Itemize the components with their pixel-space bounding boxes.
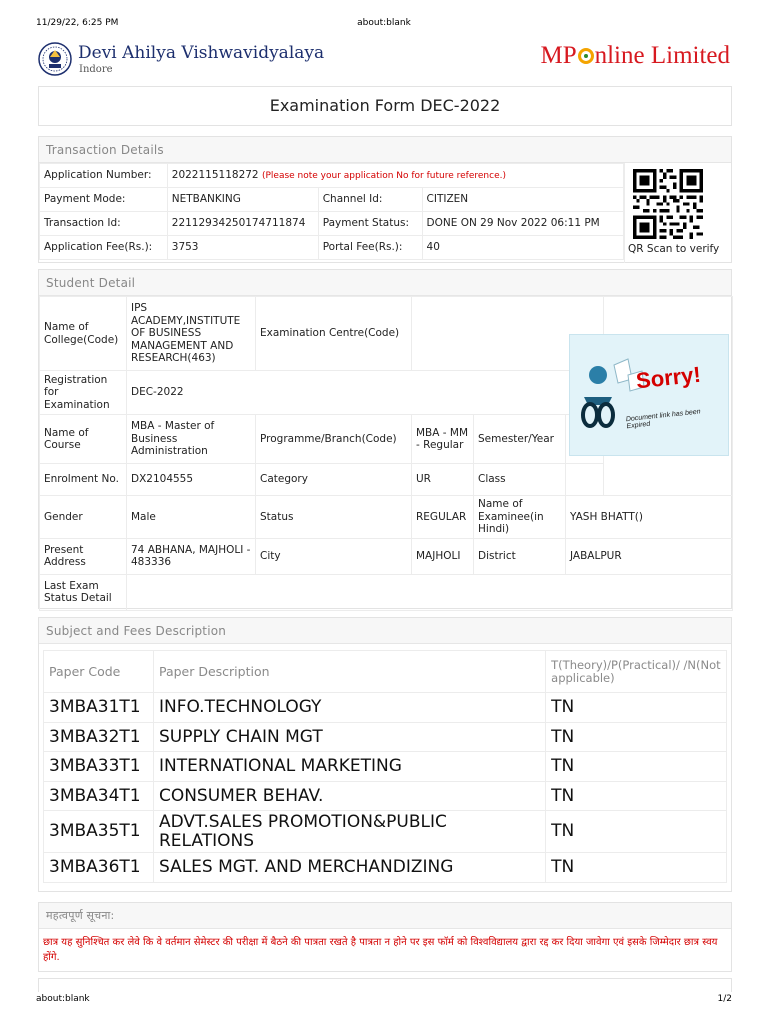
- print-timestamp: 11/29/22, 6:25 PM: [36, 18, 119, 28]
- university-city: Indore: [79, 64, 113, 75]
- field-label: Name of Examinee(in Hindi): [474, 496, 566, 539]
- payment-status: DONE ON 29 Nov 2022 06:11 PM: [422, 212, 623, 236]
- course: MBA - Master of Business Administration: [127, 415, 256, 464]
- application-number: 2022115118272: [171, 168, 259, 181]
- print-url: about:blank: [36, 994, 90, 1004]
- photo-sorry-text: Sorry!: [634, 361, 702, 394]
- field-label: Programme/Branch(Code): [256, 415, 412, 464]
- field-label: Payment Status:: [318, 212, 422, 236]
- university-name: Devi Ahilya Vishwavidyalaya: [78, 43, 325, 63]
- logo-header: [36, 40, 732, 80]
- college: IPS ACADEMY,INSTITUTE OF BUSINESS MANAGEMENT AND RESEARCH(463): [127, 297, 256, 371]
- field-label: District: [474, 538, 566, 574]
- last-exam: [127, 574, 733, 610]
- status: REGULAR: [412, 496, 474, 539]
- field-label: Status: [256, 496, 412, 539]
- table-row: [40, 188, 624, 212]
- portal-fee: 40: [422, 236, 623, 260]
- section-title: Subject and Fees Description: [39, 618, 731, 644]
- field-label: Application Number:: [40, 164, 168, 188]
- mponline-logo-prefix: MP: [540, 42, 577, 69]
- paper-type: TN: [546, 693, 727, 723]
- student-photo: [569, 334, 729, 456]
- application-fee: 3753: [167, 236, 318, 260]
- field-label: Transaction Id:: [40, 212, 168, 236]
- paper-code: 3MBA32T1: [44, 722, 154, 752]
- enrolment: DX2104555: [127, 464, 256, 496]
- registration: DEC-2022: [127, 371, 604, 415]
- table-row: [44, 811, 727, 853]
- notice-title: महत्वपूर्ण सूचना:: [39, 903, 731, 929]
- mponline-logo-suffix: nline Limited: [594, 42, 730, 69]
- paper-type: TN: [546, 781, 727, 811]
- mponline-logo: [540, 42, 730, 70]
- paper-code: 3MBA33T1: [44, 752, 154, 782]
- class: [566, 464, 604, 496]
- table-row: [44, 693, 727, 723]
- application-number-cell: [167, 164, 623, 188]
- print-page-title: about:blank: [357, 18, 411, 28]
- paper-code: 3MBA34T1: [44, 781, 154, 811]
- notice-text: छात्र यह सुनिश्चित कर लेवे कि वे वर्तमान सेमेस्टर की परीक्षा में बैठने की पात्रता रखते है पात्रता न होने पर इस फॉर्म को विश्वविद्यालय द्वारा रद्द कर दिया जावेगा एवं इसके जिम्मेदार छात्र स्वय होंगे.: [43, 937, 718, 963]
- paper-description: ADVT.SALES PROMOTION&PUBLIC RELATIONS: [153, 811, 545, 853]
- table-row: [40, 164, 624, 188]
- table-row: [40, 574, 733, 610]
- paper-description: INFO.TECHNOLOGY: [153, 693, 545, 723]
- form-title: Examination Form DEC-2022: [38, 86, 732, 126]
- important-notice-section: [38, 902, 732, 972]
- field-label: Payment Mode:: [40, 188, 168, 212]
- column-header: Paper Description: [153, 651, 545, 693]
- table-row: [44, 722, 727, 752]
- field-label: Channel Id:: [318, 188, 422, 212]
- paper-type: TN: [546, 722, 727, 752]
- qr-cell: [624, 163, 732, 263]
- field-label: Category: [256, 464, 412, 496]
- paper-type: TN: [546, 811, 727, 853]
- field-label: Name of Course: [40, 415, 127, 464]
- hindi-name: YASH BHATT(): [566, 496, 733, 539]
- table-row: [44, 752, 727, 782]
- qr-code-icon[interactable]: [633, 169, 703, 239]
- paper-code: 3MBA31T1: [44, 693, 154, 723]
- section-title: Student Detail: [39, 270, 731, 296]
- university-seal-icon: [38, 42, 72, 76]
- field-label: City: [256, 538, 412, 574]
- table-row: [40, 212, 624, 236]
- table-row: [44, 781, 727, 811]
- expired-document-icon: [570, 335, 729, 456]
- paper-type: TN: [546, 752, 727, 782]
- paper-type: TN: [546, 853, 727, 883]
- table-row: [40, 236, 624, 260]
- subjects-table: [43, 650, 727, 883]
- print-page-number: 1/2: [717, 994, 732, 1004]
- table-row: [44, 853, 727, 883]
- photo-subtext: Document link has been Expired: [625, 408, 701, 431]
- table-header-row: [44, 651, 727, 693]
- column-header: Paper Code: [44, 651, 154, 693]
- field-label: Name of College(Code): [40, 297, 127, 371]
- subject-fees-section: [38, 617, 732, 892]
- field-label: Present Address: [40, 538, 127, 574]
- field-label: Gender: [40, 496, 127, 539]
- table-row: [40, 538, 733, 574]
- address: 74 ABHANA, MAJHOLI - 483336: [127, 538, 256, 574]
- paper-code: 3MBA36T1: [44, 853, 154, 883]
- transaction-table: [39, 163, 624, 260]
- paper-description: CONSUMER BEHAV.: [153, 781, 545, 811]
- transaction-id: 22112934250174711874: [167, 212, 318, 236]
- field-label: Application Fee(Rs.):: [40, 236, 168, 260]
- next-section-stub: [38, 978, 732, 992]
- channel-id: CITIZEN: [422, 188, 623, 212]
- transaction-details-section: [38, 136, 732, 263]
- paper-description: INTERNATIONAL MARKETING: [153, 752, 545, 782]
- field-label: Semester/Year: [474, 415, 566, 464]
- field-label: Portal Fee(Rs.):: [318, 236, 422, 260]
- paper-description: SALES MGT. AND MERCHANDIZING: [153, 853, 545, 883]
- section-title: Transaction Details: [39, 137, 731, 163]
- payment-mode: NETBANKING: [167, 188, 318, 212]
- application-note: (Please note your application No for future reference.): [261, 170, 506, 181]
- field-label: Enrolment No.: [40, 464, 127, 496]
- field-label: Examination Centre(Code): [256, 297, 412, 371]
- qr-label: QR Scan to verify: [628, 243, 720, 255]
- field-label: Registration for Examination: [40, 371, 127, 415]
- gender: Male: [127, 496, 256, 539]
- mponline-o-icon: [578, 48, 594, 64]
- paper-code: 3MBA35T1: [44, 811, 154, 853]
- column-header: T(Theory)/P(Practical)/ /N(Not applicable): [546, 651, 727, 693]
- table-row: [40, 496, 733, 539]
- paper-description: SUPPLY CHAIN MGT: [153, 722, 545, 752]
- field-label: Class: [474, 464, 566, 496]
- programme: MBA - MM - Regular: [412, 415, 474, 464]
- district: JABALPUR: [566, 538, 733, 574]
- field-label: Last Exam Status Detail: [40, 574, 127, 610]
- category: UR: [412, 464, 474, 496]
- city: MAJHOLI: [412, 538, 474, 574]
